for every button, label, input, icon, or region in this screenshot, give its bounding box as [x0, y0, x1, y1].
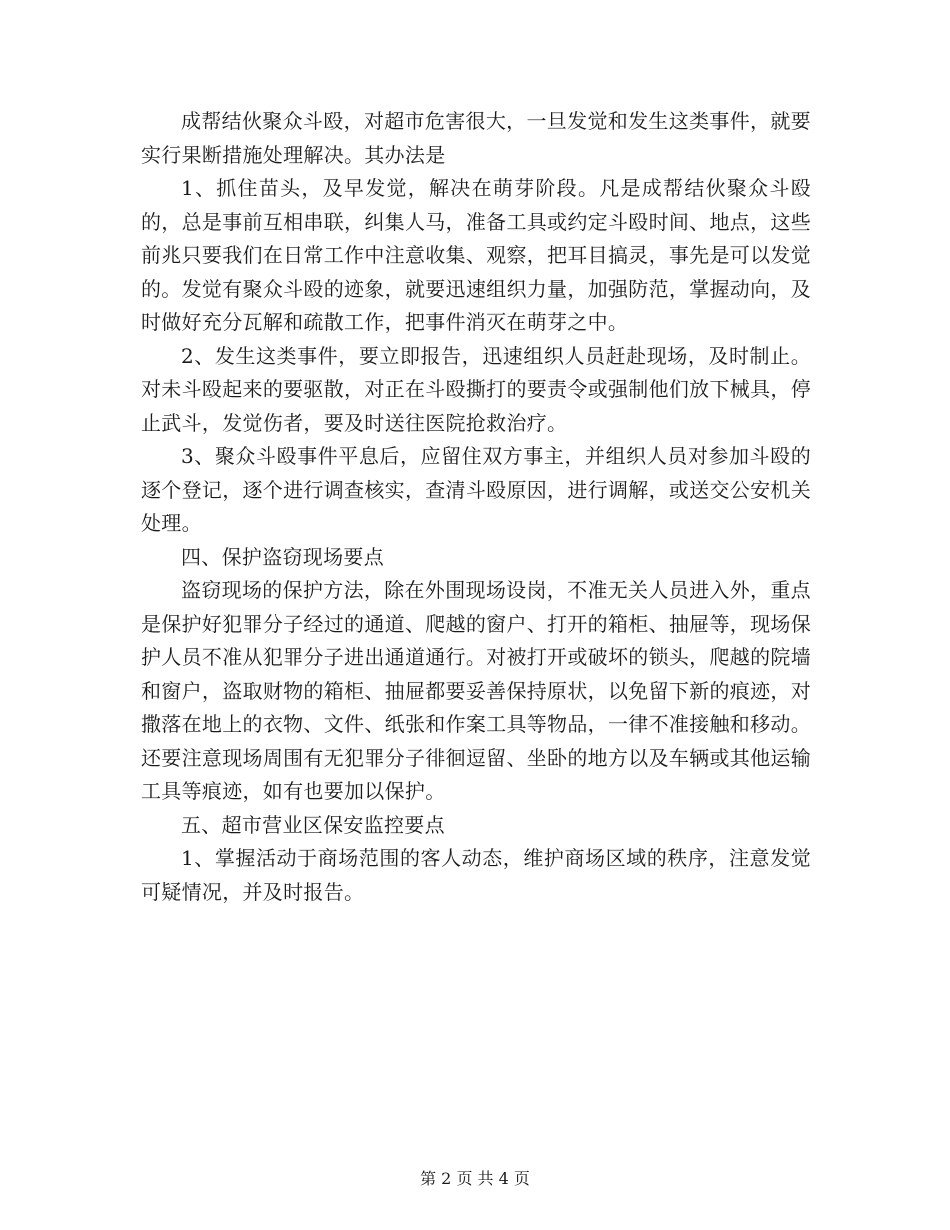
paragraph-monitoring-1: 1、掌握活动于商场范围的客人动态，维护商场区域的秩序，注意发觉可疑情况，并及时报告。	[141, 846, 811, 904]
section-heading-4: 四、保护盗窃现场要点	[181, 544, 384, 569]
section-heading-5: 五、超市营业区保安监控要点	[181, 812, 445, 837]
paragraph-item-2: 2、发生这类事件，要立即报告，迅速组织人员赶赴现场，及时制止。对未斗殴起来的要驱散，对正在斗殴撕打的要责令或强制他们放下械具，停止武斗，发觉伤者，要及时送往医院抢救治疗。	[141, 343, 811, 435]
paragraph-intro: 成帮结伙聚众斗殴，对超市危害很大，一旦发觉和发生这类事件，就要实行果断措施处理解决。其办法是	[141, 109, 811, 167]
paragraph-item-3: 3、聚众斗殴事件平息后，应留住双方事主，并组织人员对参加斗殴的逐个登记，逐个进行调查核实，查清斗殴原因，进行调解，或送交公安机关处理。	[141, 444, 811, 535]
document-body	[141, 105, 811, 909]
paragraph-theft-scene: 盗窃现场的保护方法，除在外围现场设岗，不准无关人员进入外，重点是保护好犯罪分子经过的通道、爬越的窗户、打开的箱柜、抽屉等，现场保护人员不准从犯罪分子进出通道通行。对被打开或破坏的锁头，爬越的院墙和窗户，盗取财物的箱柜、抽屉都要妥善保持原状，以免留下新的痕迹，对撒落在地上的衣物、文件、纸张和作案工具等物品，一律不准接触和移动。还要注意现场周围有无犯罪分子徘徊逗留、坐卧的地方以及车辆或其他运输工具等痕迹，如有也要加以保护。	[141, 578, 811, 803]
paragraph-item-1: 1、抓住苗头，及早发觉，解决在萌芽阶段。凡是成帮结伙聚众斗殴的，总是事前互相串联，纠集人马，准备工具或约定斗殴时间、地点，这些前兆只要我们在日常工作中注意收集、观察，把耳目搞灵，事先是可以发觉的。发觉有聚众斗殴的迹象，就要迅速组织力量，加强防范，掌握动向，及时做好充分瓦解和疏散工作，把事件消灭在萌芽之中。	[141, 176, 811, 334]
page-footer: 第 2 页 共 4 页	[420, 1169, 530, 1188]
